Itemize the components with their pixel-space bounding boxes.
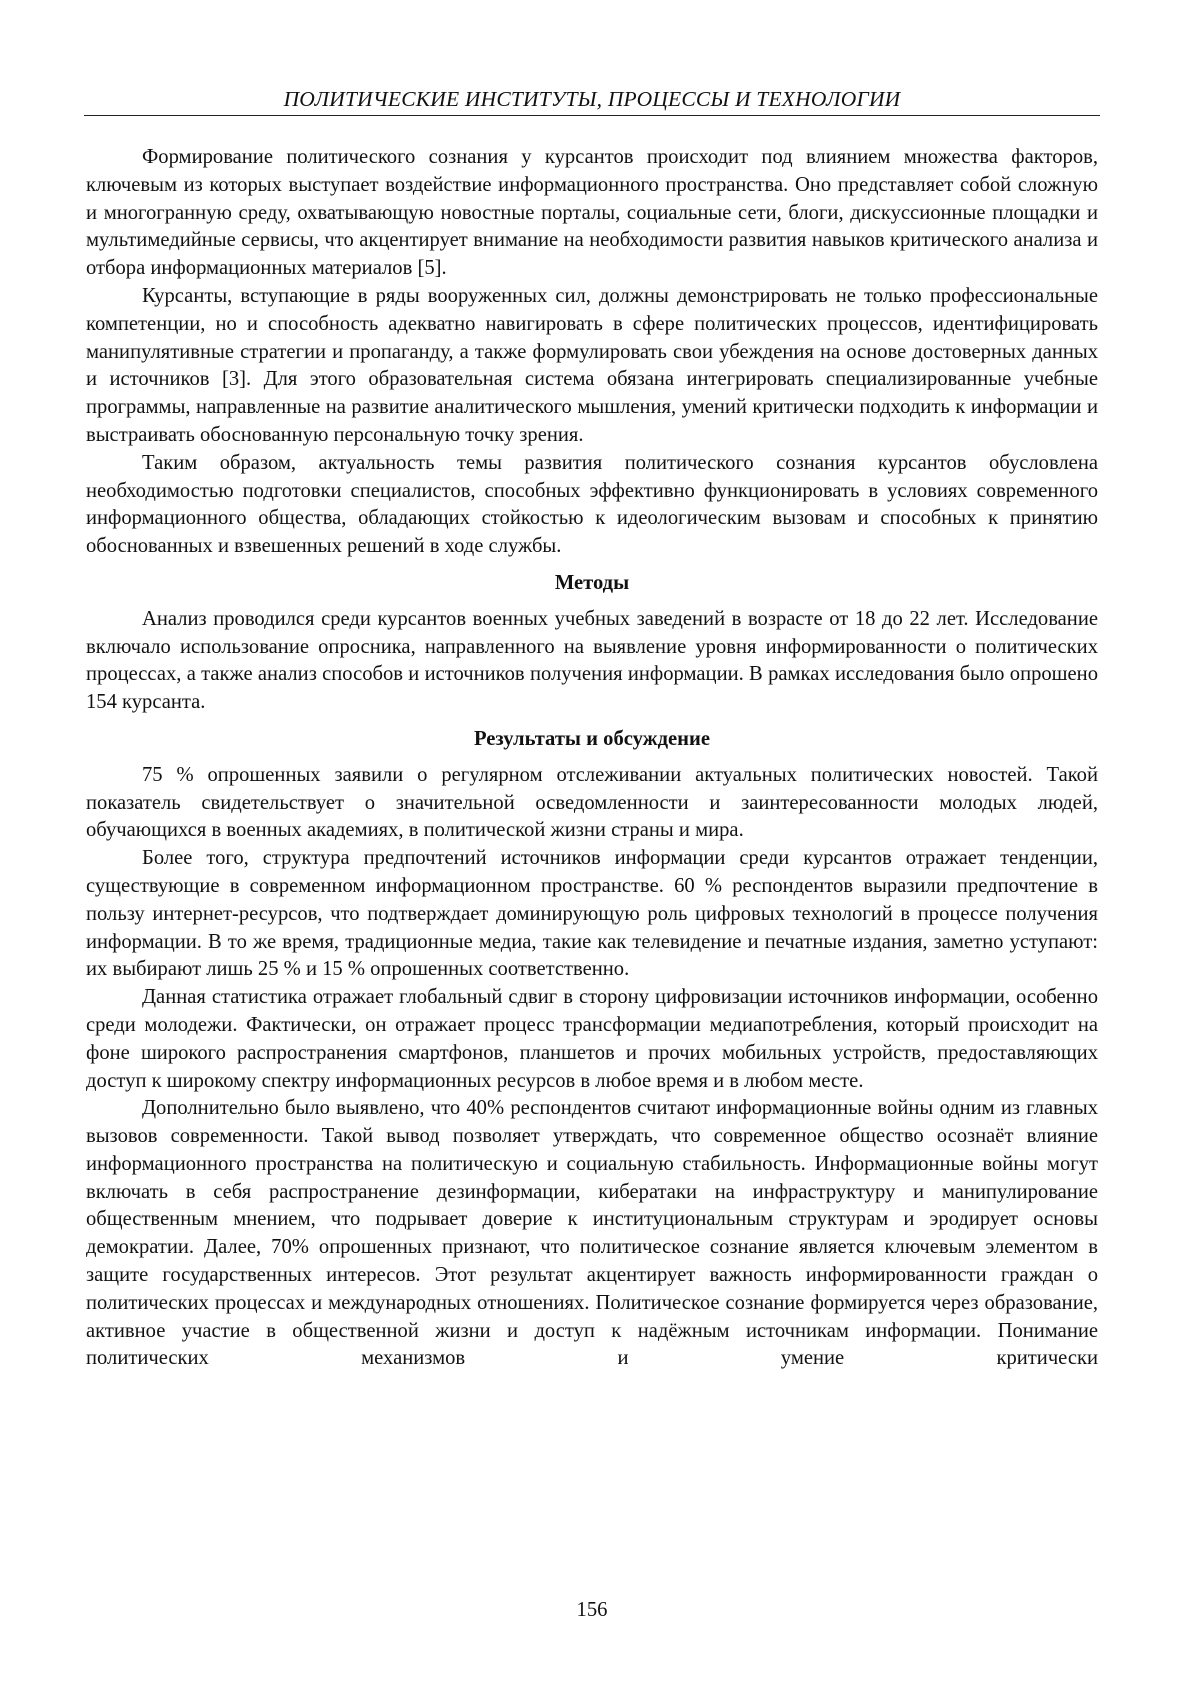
paragraph-methods-1: Анализ проводился среди курсантов военных учебных заведений в возрасте от 18 до 22 лет. Исследование включало использование опросника, направленного на выявление уровня информированности о политических процессах, а также анализ способов и источников получения информации. В рамках исследования было опрошено 154 курсанта. bbox=[86, 607, 1098, 714]
paragraph-intro-3: Таким образом, актуальность темы развития политического сознания курсантов обусловлена необходимостью подготовки специалистов, способных эффективно функционировать в условиях современного информационного общества, обладающих стойкостью к идеологическим вызовам и способных к принятию обоснованных и взвешенных решений в ходе службы. bbox=[86, 451, 1098, 558]
running-header: ПОЛИТИЧЕСКИЕ ИНСТИТУТЫ, ПРОЦЕССЫ И ТЕХНОЛОГИИ bbox=[283, 87, 901, 111]
paragraph-results-3: Данная статистика отражает глобальный сдвиг в сторону цифровизации источников информации, особенно среди молодежи. Фактически, он отражает процесс трансформации медиапотребления, который происходит на фоне широкого распространения смартфонов, планшетов и прочих мобильных устройств, предоставляющих доступ к широкому спектру информационных ресурсов в любое время и в любом месте. bbox=[86, 986, 1098, 1092]
page-number: 156 bbox=[576, 1599, 608, 1621]
paragraph-results-2: Более того, структура предпочтений источников информации среди курсантов отражает тенденции, существующие в современном информационном пространстве. 60 % респондентов выразили предпочтение в пользу интернет-ресурсов, что подтверждает доминирующую роль цифровых технологий в процессе получения информации. В то же время, традиционные медиа, такие как телевидение и печатные издания, заметно уступают: их выбирают лишь 25 % и 15 % опрошенных соответственно. bbox=[86, 847, 1098, 981]
section-heading-methods: Методы bbox=[554, 571, 630, 594]
paragraph-results-1: 75 % опрошенных заявили о регулярном отслеживании актуальных политических новостей. Такой показатель свидетельствует о значительной осведомленности и заинтересованности молодых людей, обучающихся в военных академиях, в политической жизни страны и мира. bbox=[86, 763, 1098, 842]
header-rule bbox=[84, 115, 1100, 116]
section-heading-results: Результаты и обсуждение bbox=[473, 727, 711, 750]
paragraph-results-4: Дополнительно было выявлено, что 40% респондентов считают информационные войны одним из главных вызовов современности. Такой вывод позволяет утверждать, что современное общество осознаёт влияние информационного пространства на политическую и социальную стабильность. Информационные войны могут включать в себя распространение дезинформации, кибератаки на инфраструктуру и манипулирование общественным мнением, что подрывает доверие к институциональным структурам и эродирует основы демократии. Далее, 70% опрошенных признают, что политическое сознание является ключевым элементом в защите государственных интересов. Этот результат акцентирует важность информированности граждан о политических процессах и международных отношениях. Политическое сознание формируется через образование, активное участие в общественной жизни и доступ к надёжным источникам информации. Понимание политических механизмов и умение критически bbox=[86, 1097, 1098, 1370]
paragraph-intro-1: Формирование политического сознания у курсантов происходит под влиянием множества факторов, ключевым из которых выступает воздействие информационного пространства. Оно представляет собой сложную и многогранную среду, охватывающую новостные порталы, социальные сети, блоги, дискуссионные площадки и мультимедийные сервисы, что акцентирует внимание на необходимости развития навыков критического анализа и отбора информационных материалов [5]. bbox=[86, 146, 1098, 280]
article-body bbox=[86, 144, 1098, 1373]
paragraph-intro-2: Курсанты, вступающие в ряды вооруженных сил, должны демонстрировать не только профессиональные компетенции, но и способность адекватно навигировать в сфере политических процессов, идентифицировать манипулятивные стратегии и пропаганду, а также формулировать свои убеждения на основе достоверных данных и источников [3]. Для этого образовательная система обязана интегрировать специализированные учебные программы, направленные на развитие аналитического мышления, умений критически подходить к информации и выстраивать обоснованную персональную точку зрения. bbox=[86, 284, 1098, 446]
